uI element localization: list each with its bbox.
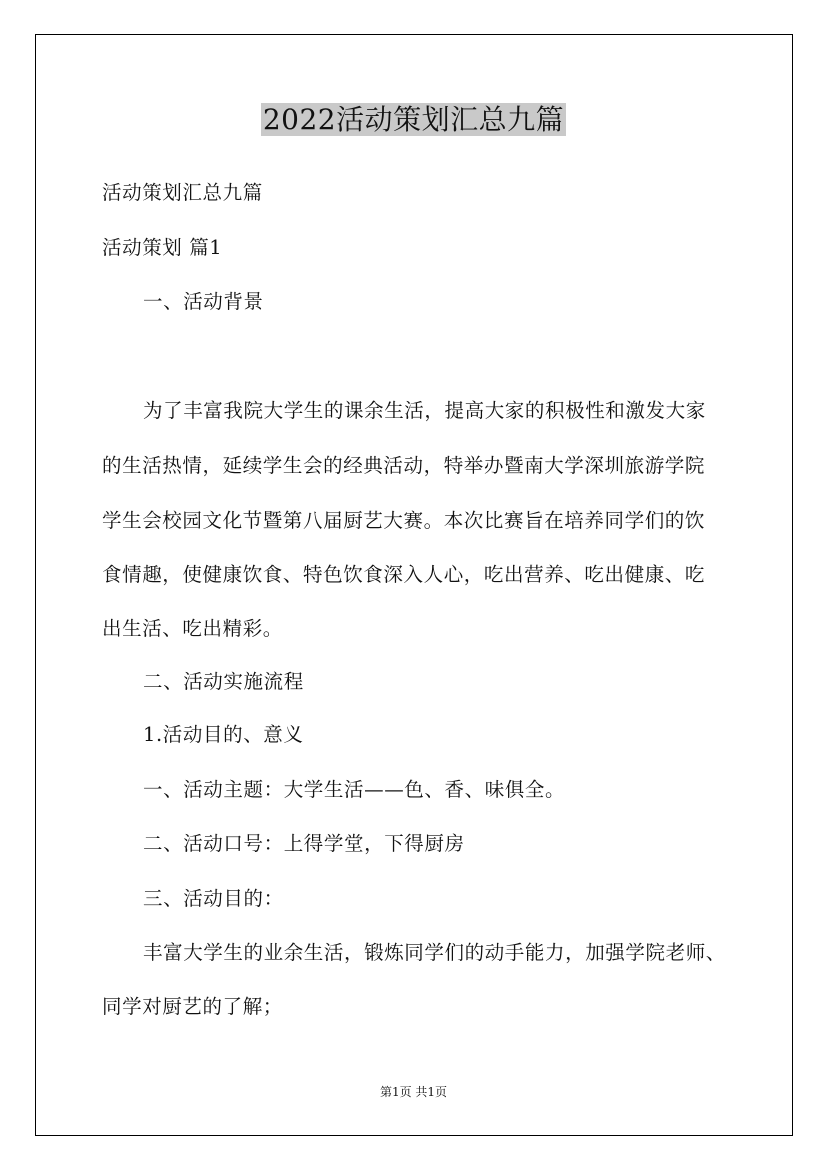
paragraph-line: 为了丰富我院大学生的课余生活，提高大家的积极性和激发大家 [143, 399, 706, 422]
paragraph-line: 同学对厨艺的了解； [102, 995, 283, 1018]
paragraph-heading-purpose: 1.活动目的、意义 [143, 723, 304, 746]
paragraph-section-heading: 活动策划 篇1 [102, 236, 223, 259]
paragraph-subtitle: 活动策划汇总九篇 [102, 181, 263, 204]
paragraph-objective-heading: 三、活动目的： [143, 887, 284, 910]
page-footer: 第1页 共1页 [379, 1085, 448, 1099]
paragraph-theme: 一、活动主题：大学生活——色、香、味俱全。 [143, 778, 566, 801]
document-title-text: 2022活动策划汇总九篇 [262, 103, 565, 136]
paragraph-heading-background: 一、活动背景 [143, 290, 264, 313]
paragraph-line: 学生会校园文化节暨第八届厨艺大赛。本次比赛旨在培养同学们的饮 [102, 509, 706, 532]
paragraph-line: 的生活热情，延续学生会的经典活动，特举办暨南大学深圳旅游学院 [102, 454, 706, 477]
paragraph-line: 丰富大学生的业余生活，锻炼同学们的动手能力，加强学院老师、 [143, 941, 726, 964]
document-title [0, 100, 827, 140]
paragraph-line: 食情趣，使健康饮食、特色饮食深入人心，吃出营养、吃出健康、吃 [102, 563, 706, 586]
paragraph-heading-process: 二、活动实施流程 [143, 670, 304, 693]
paragraph-slogan: 二、活动口号：上得学堂，下得厨房 [143, 832, 465, 855]
paragraph-line: 出生活、吃出精彩。 [102, 617, 283, 640]
